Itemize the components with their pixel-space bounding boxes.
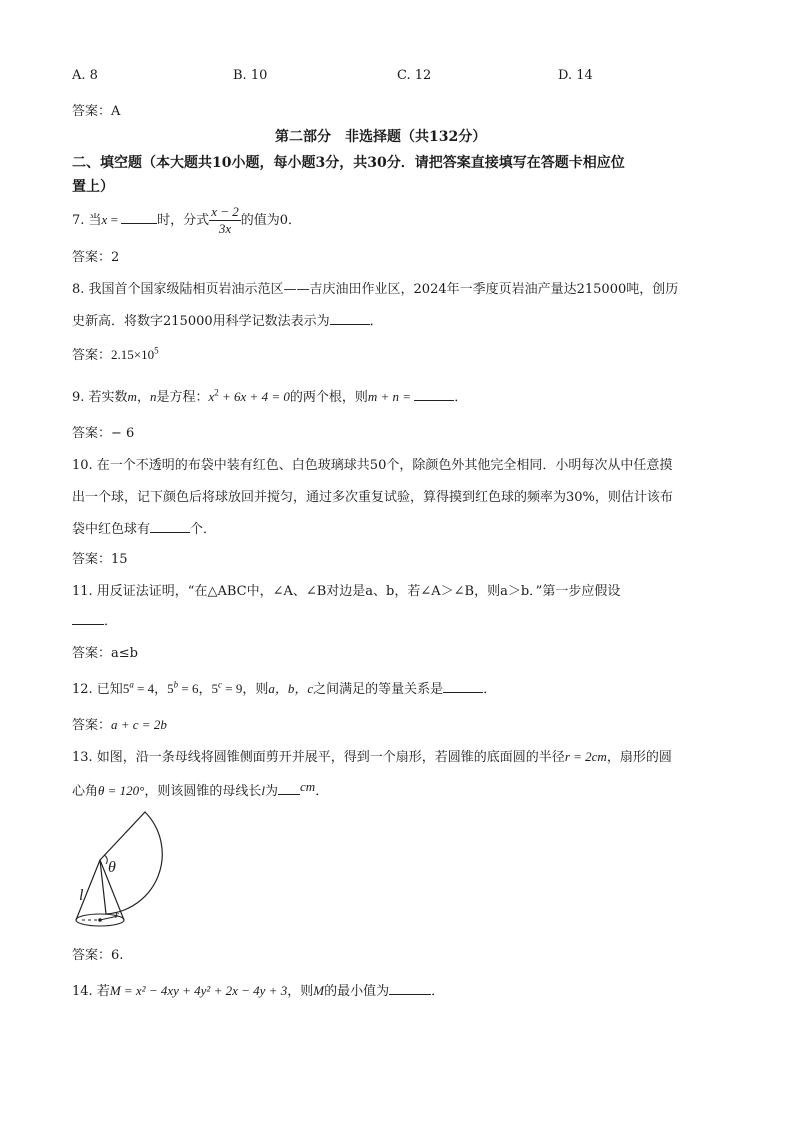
base-center-dot	[98, 918, 102, 922]
q13-line2-post: 为	[265, 784, 279, 799]
q8-line2-text: 史新高．将数字215000用科学记数法表示为	[72, 314, 330, 329]
section2-heading-line1: 二、填空题（本大题共10小题，每小题3分，共30分．请把答案直接填写在答题卡相应位	[72, 155, 625, 171]
q8-line2	[72, 310, 383, 329]
q11-line1: 11. 用反证法证明，“在△ABC中，∠A、∠B对边是a、b，若∠A＞∠B，则a＞b．”第一步应假设	[72, 584, 621, 599]
q7-mid: 时，分式	[157, 213, 210, 228]
q14-end: ．	[431, 984, 445, 999]
q9-pre: 9. 若实数	[72, 390, 128, 405]
q13-end: ．	[315, 784, 329, 799]
q12-pre: 12. 已知	[72, 682, 123, 697]
q11-answer: 答案：a≤b	[72, 646, 138, 661]
q7-blank	[121, 211, 157, 224]
q7-eq: =	[107, 212, 122, 227]
q7-denominator: 3x	[218, 221, 232, 236]
q13-line2-pre: 心角	[72, 784, 99, 799]
q13-line2-mid: ，则该圆锥的母线长	[144, 784, 262, 799]
q6-answer: 答案：A	[72, 104, 121, 119]
option-a: A. 8	[72, 68, 98, 83]
q9-n: n	[149, 389, 157, 404]
q7-pre: 7. 当	[72, 213, 102, 228]
section2-heading-line2: 置上）	[72, 179, 114, 195]
q12-e1-base: 5	[122, 681, 130, 696]
q12-blank	[443, 680, 483, 693]
q8-answer-label: 答案：	[72, 348, 112, 363]
q7-answer: 答案：2	[72, 250, 120, 265]
q13-l: l	[261, 783, 266, 798]
q12-e2-base: 5	[167, 681, 174, 696]
q12-mid: ，则	[242, 682, 269, 697]
option-b: B. 10	[233, 68, 268, 83]
q12-e1-val: = 4	[133, 681, 155, 696]
q10-answer: 答案：15	[72, 552, 128, 567]
q9-comma: ，	[136, 390, 150, 405]
q10-line1: 10. 在一个不透明的布袋中装有红色、白色玻璃球共50个，除颜色外其他完全相同．小明每次从中任意摸	[72, 458, 673, 473]
question-7	[72, 202, 301, 239]
q12-e2-exp: b	[173, 679, 179, 690]
q13-line1-text: 13. 如图，沿一条母线将圆锥侧面剪开并展平，得到一个扇形，若圆锥的底面圆的半径	[72, 750, 565, 765]
q12-vars: a，b，c	[268, 681, 314, 696]
q9-answer: 答案：− 6	[72, 426, 135, 441]
theta-label: θ	[108, 859, 116, 876]
q12-e3-val: = 9	[222, 681, 243, 696]
q13-theta-expr: θ = 120°	[98, 783, 145, 798]
q8-blank	[330, 312, 370, 325]
q9-post1: 的两个根，则	[289, 390, 368, 405]
q14-M: M	[313, 983, 325, 998]
q12-e3-base: 5	[211, 681, 219, 696]
q8-answer-base: 2.15×10	[111, 347, 155, 362]
q14-post: 的最小值为	[324, 984, 390, 999]
q10-line2: 出一个球，记下颜色后将球放回并搅匀，通过多次重复试验，算得摸到红色球的频率为30%，则估计该布	[72, 490, 673, 505]
option-d: D. 14	[558, 68, 593, 83]
q9-sum: m + n =	[367, 389, 415, 404]
q13-line2	[72, 780, 328, 799]
q9-blank	[414, 388, 454, 401]
q13-line1	[72, 746, 672, 765]
q10-line3-end: 个．	[190, 522, 217, 537]
q12-answer-label: 答案：	[72, 718, 112, 733]
q10-blank	[150, 520, 190, 533]
q14-mid: ，则	[287, 984, 314, 999]
q9-end: ．	[454, 390, 468, 405]
q7-var: x	[101, 212, 108, 227]
q14-pre: 14. 若	[72, 984, 110, 999]
q8-answer	[72, 344, 159, 363]
q12-post: 之间满足的等量关系是	[313, 682, 444, 697]
q13-r-expr: r = 2cm	[564, 749, 607, 764]
option-c: C. 12	[397, 68, 432, 83]
q12-e1-exp: a	[129, 679, 134, 690]
q9-eq-a: x	[208, 389, 215, 404]
q14-expr: M = x² − 4xy + 4y² + 2x − 4y + 3	[109, 983, 288, 998]
cone-sector-figure	[70, 808, 180, 938]
q13-blank	[278, 782, 300, 795]
q13-unit: cm	[300, 779, 316, 794]
question-14	[72, 980, 444, 999]
q12-answer	[72, 714, 167, 733]
angle-arc	[104, 855, 107, 864]
q12-answer-expr: a + c = 2b	[111, 717, 167, 732]
q13-line1-end: ，扇形的圆	[606, 750, 672, 765]
q7-numerator: x − 2	[211, 204, 239, 219]
q9-eq-b: + 6x + 4 = 0	[218, 389, 290, 404]
q10-line3-text: 袋中红色球有	[72, 522, 151, 537]
q12-e3-exp: c	[218, 679, 223, 690]
q8-line2-end: ．	[369, 314, 383, 329]
q11-line2	[72, 610, 117, 629]
q8-answer-exp: 5	[154, 345, 159, 356]
q8-line1: 8. 我国首个国家级陆相页岩油示范区——吉庆油田作业区，2024年一季度页岩油产量达215000吨，创历	[72, 282, 679, 297]
q11-line2-end: ．	[104, 614, 118, 629]
question-12: 12. 已知$5^a = 4$，$5^b = 6$，$5^c = 9$，则a，b，c之间满足的等量关系是 ．	[72, 679, 497, 697]
q9-mid: 是方程：	[156, 390, 209, 405]
q7-post: 的值为0．	[240, 213, 302, 228]
q9-m: m	[127, 389, 137, 404]
q7-fraction	[209, 204, 241, 237]
l-label: l	[79, 887, 84, 904]
q12-end: ．	[483, 682, 497, 697]
q13-answer: 答案：6.	[72, 948, 124, 963]
q14-blank	[389, 982, 431, 995]
q12-e2-val: = 6	[178, 681, 199, 696]
q11-blank	[72, 612, 104, 625]
question-9: 9. 若实数m，n是方程：$x^2 + 6x + 4 = 0$的两个根，则m + n = ．	[72, 387, 468, 405]
q10-line3	[72, 518, 216, 537]
r-label: r	[115, 910, 119, 921]
part2-title: 第二部分 非选择题（共132分）	[275, 129, 487, 145]
